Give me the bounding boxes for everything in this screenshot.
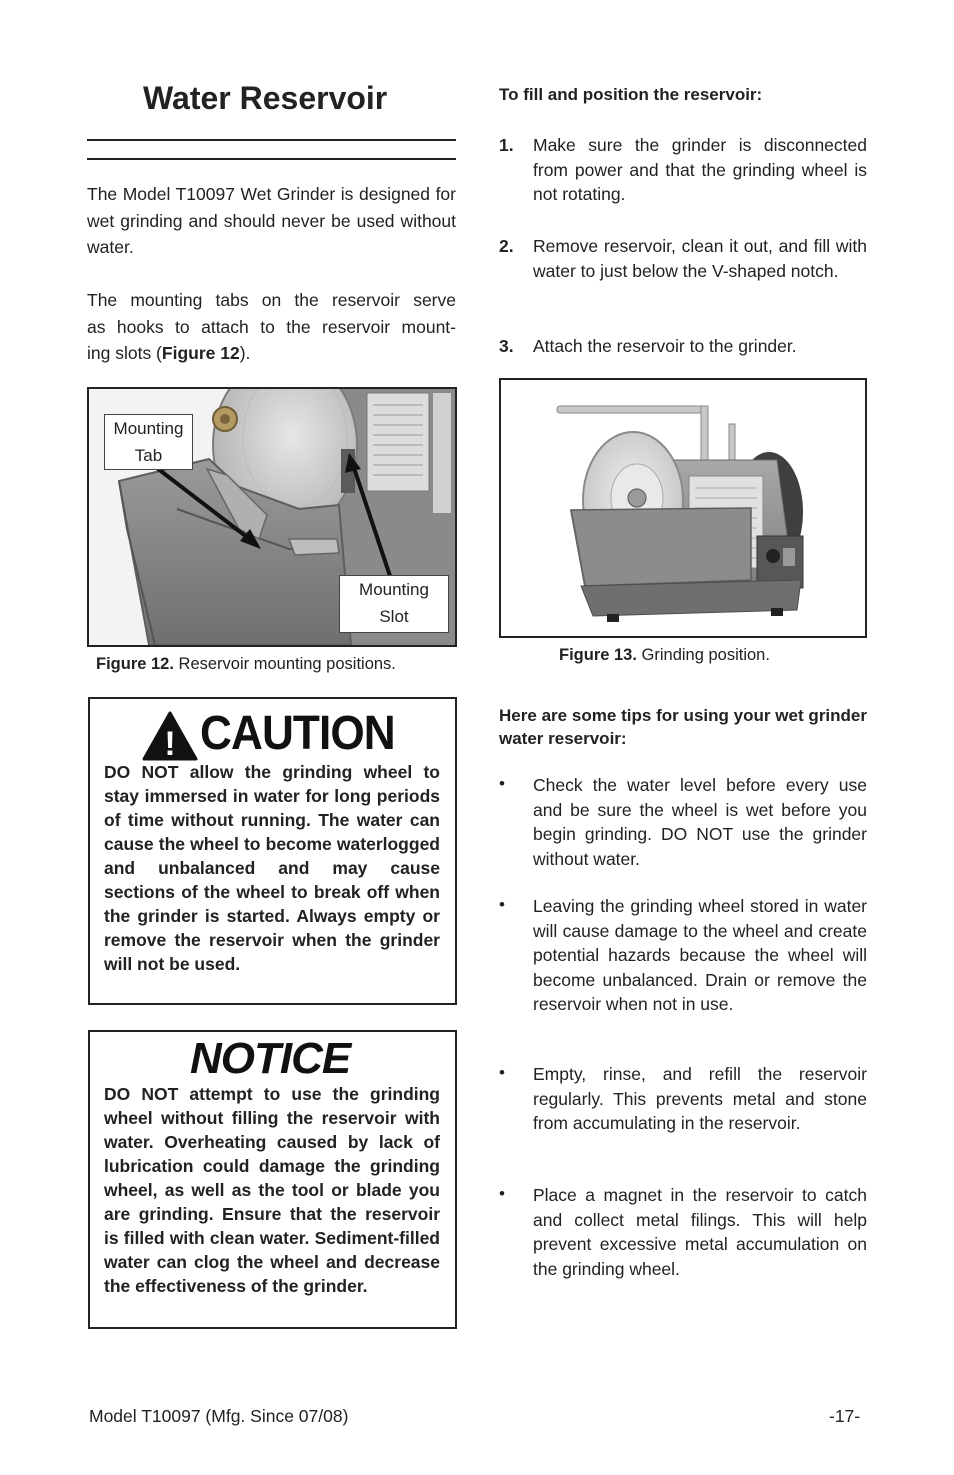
- page-number: -17-: [829, 1406, 861, 1426]
- fill-heading: To fill and position the reservoir:: [499, 85, 763, 104]
- figure-12-reference: Figure 12: [161, 343, 240, 363]
- notice-title: NOTICE: [190, 1034, 351, 1083]
- mounting-slot-callout-line: Slot: [379, 607, 409, 626]
- caution-text: DO NOT allow the grinding wheel to stay immersed in water for long periods of time without running. The water can cause the wheel to become waterlogged and unbalanced and may cause sections of the wheel to break off when the grinder is started. Always empty or remove the reservoir when the grinder will not be used.: [104, 762, 440, 974]
- caution-header: [142, 707, 442, 759]
- caution-title: CAUTION: [200, 707, 395, 760]
- mounting-tab-callout-line: Tab: [134, 446, 163, 465]
- page-title: Water Reservoir: [143, 80, 388, 116]
- bullet-glyph: •: [499, 895, 505, 914]
- mounting-tab-callout-line: Mounting: [113, 419, 184, 438]
- figure-13-photo: [499, 378, 867, 638]
- title-rule-top: [87, 139, 456, 141]
- bullet-glyph: •: [499, 774, 505, 793]
- bullet-glyph: •: [499, 1063, 505, 1082]
- figure-13-caption: [559, 646, 770, 665]
- tip-item: Empty, rinse, and refill the reservoir regularly. This prevents metal and stone from accumulating in the reservoir.: [533, 1064, 867, 1133]
- intro-paragraph: The Model T10097 Wet Grinder is designed for wet grinding and should never be used without water.: [87, 184, 456, 257]
- mounting-paragraph-line: [87, 340, 456, 367]
- step-number: 2.: [499, 236, 514, 256]
- tip-item: Place a magnet in the reservoir to catch and collect metal filings. This will help prevent excessive metal accumulation on the grinding wheel.: [533, 1185, 867, 1279]
- mounting-slot-callout-line: Mounting: [359, 580, 429, 599]
- tips-heading: Here are some tips for using your wet grinder water reservoir:: [499, 706, 867, 748]
- mounting-paragraph-text: ing slots (: [87, 343, 162, 363]
- tip-item: Leaving the grinding wheel stored in water will cause damage to the wheel and create potential hazards because the wheel will become unbalanced. Drain or remove the reservoir when not in use.: [533, 896, 867, 1014]
- bullet-glyph: •: [499, 1184, 505, 1203]
- caution-box: [88, 697, 457, 1005]
- figure-12-caption: [96, 655, 396, 674]
- figure-13-label: Figure 13.: [559, 646, 637, 664]
- mounting-paragraph: [87, 287, 456, 367]
- step-text: Remove reservoir, clean it out, and fill with water to just below the V-shaped notch.: [533, 236, 867, 281]
- tip-item: Check the water level before every use and be sure the wheel is wet before you begin grinding. DO NOT use the grinder without water.: [533, 775, 867, 869]
- figure-13-caption-text: Grinding position.: [636, 646, 770, 664]
- figure-12-caption-text: Reservoir mounting positions.: [173, 655, 396, 673]
- mounting-paragraph-line: The mounting tabs on the reservoir serve: [87, 290, 456, 310]
- grinder-illustration: [501, 380, 865, 636]
- step-number: 3.: [499, 336, 514, 356]
- mounting-paragraph-text: ).: [239, 343, 251, 363]
- warning-triangle-glyph: !: [164, 725, 176, 761]
- footer-model: Model T10097 (Mfg. Since 07/08): [89, 1406, 349, 1426]
- step-text: Make sure the grinder is disconnected from power and that the grinding wheel is not rotating.: [533, 135, 867, 204]
- mounting-slot-callout: [339, 575, 449, 633]
- step-text: Attach the reservoir to the grinder.: [533, 336, 797, 356]
- step-number: 1.: [499, 135, 514, 155]
- mounting-paragraph-line: as hooks to attach to the reservoir mount-: [87, 316, 456, 337]
- notice-text: DO NOT attempt to use the grinding wheel without filling the reservoir with water. Overheating caused by lack of lubrication could damage the grinding wheel, as well as the tool or blade you are grinding. Ensure that the reservoir is filled with clean water. Sediment-filled water can clog the wheel and decrease the effectiveness of the grinder.: [104, 1084, 440, 1296]
- notice-box: [88, 1030, 457, 1329]
- title-rule-bottom: [87, 158, 456, 160]
- mounting-tab-callout: [104, 414, 193, 470]
- warning-triangle-icon: [142, 711, 198, 761]
- figure-12-label: Figure 12.: [96, 655, 174, 673]
